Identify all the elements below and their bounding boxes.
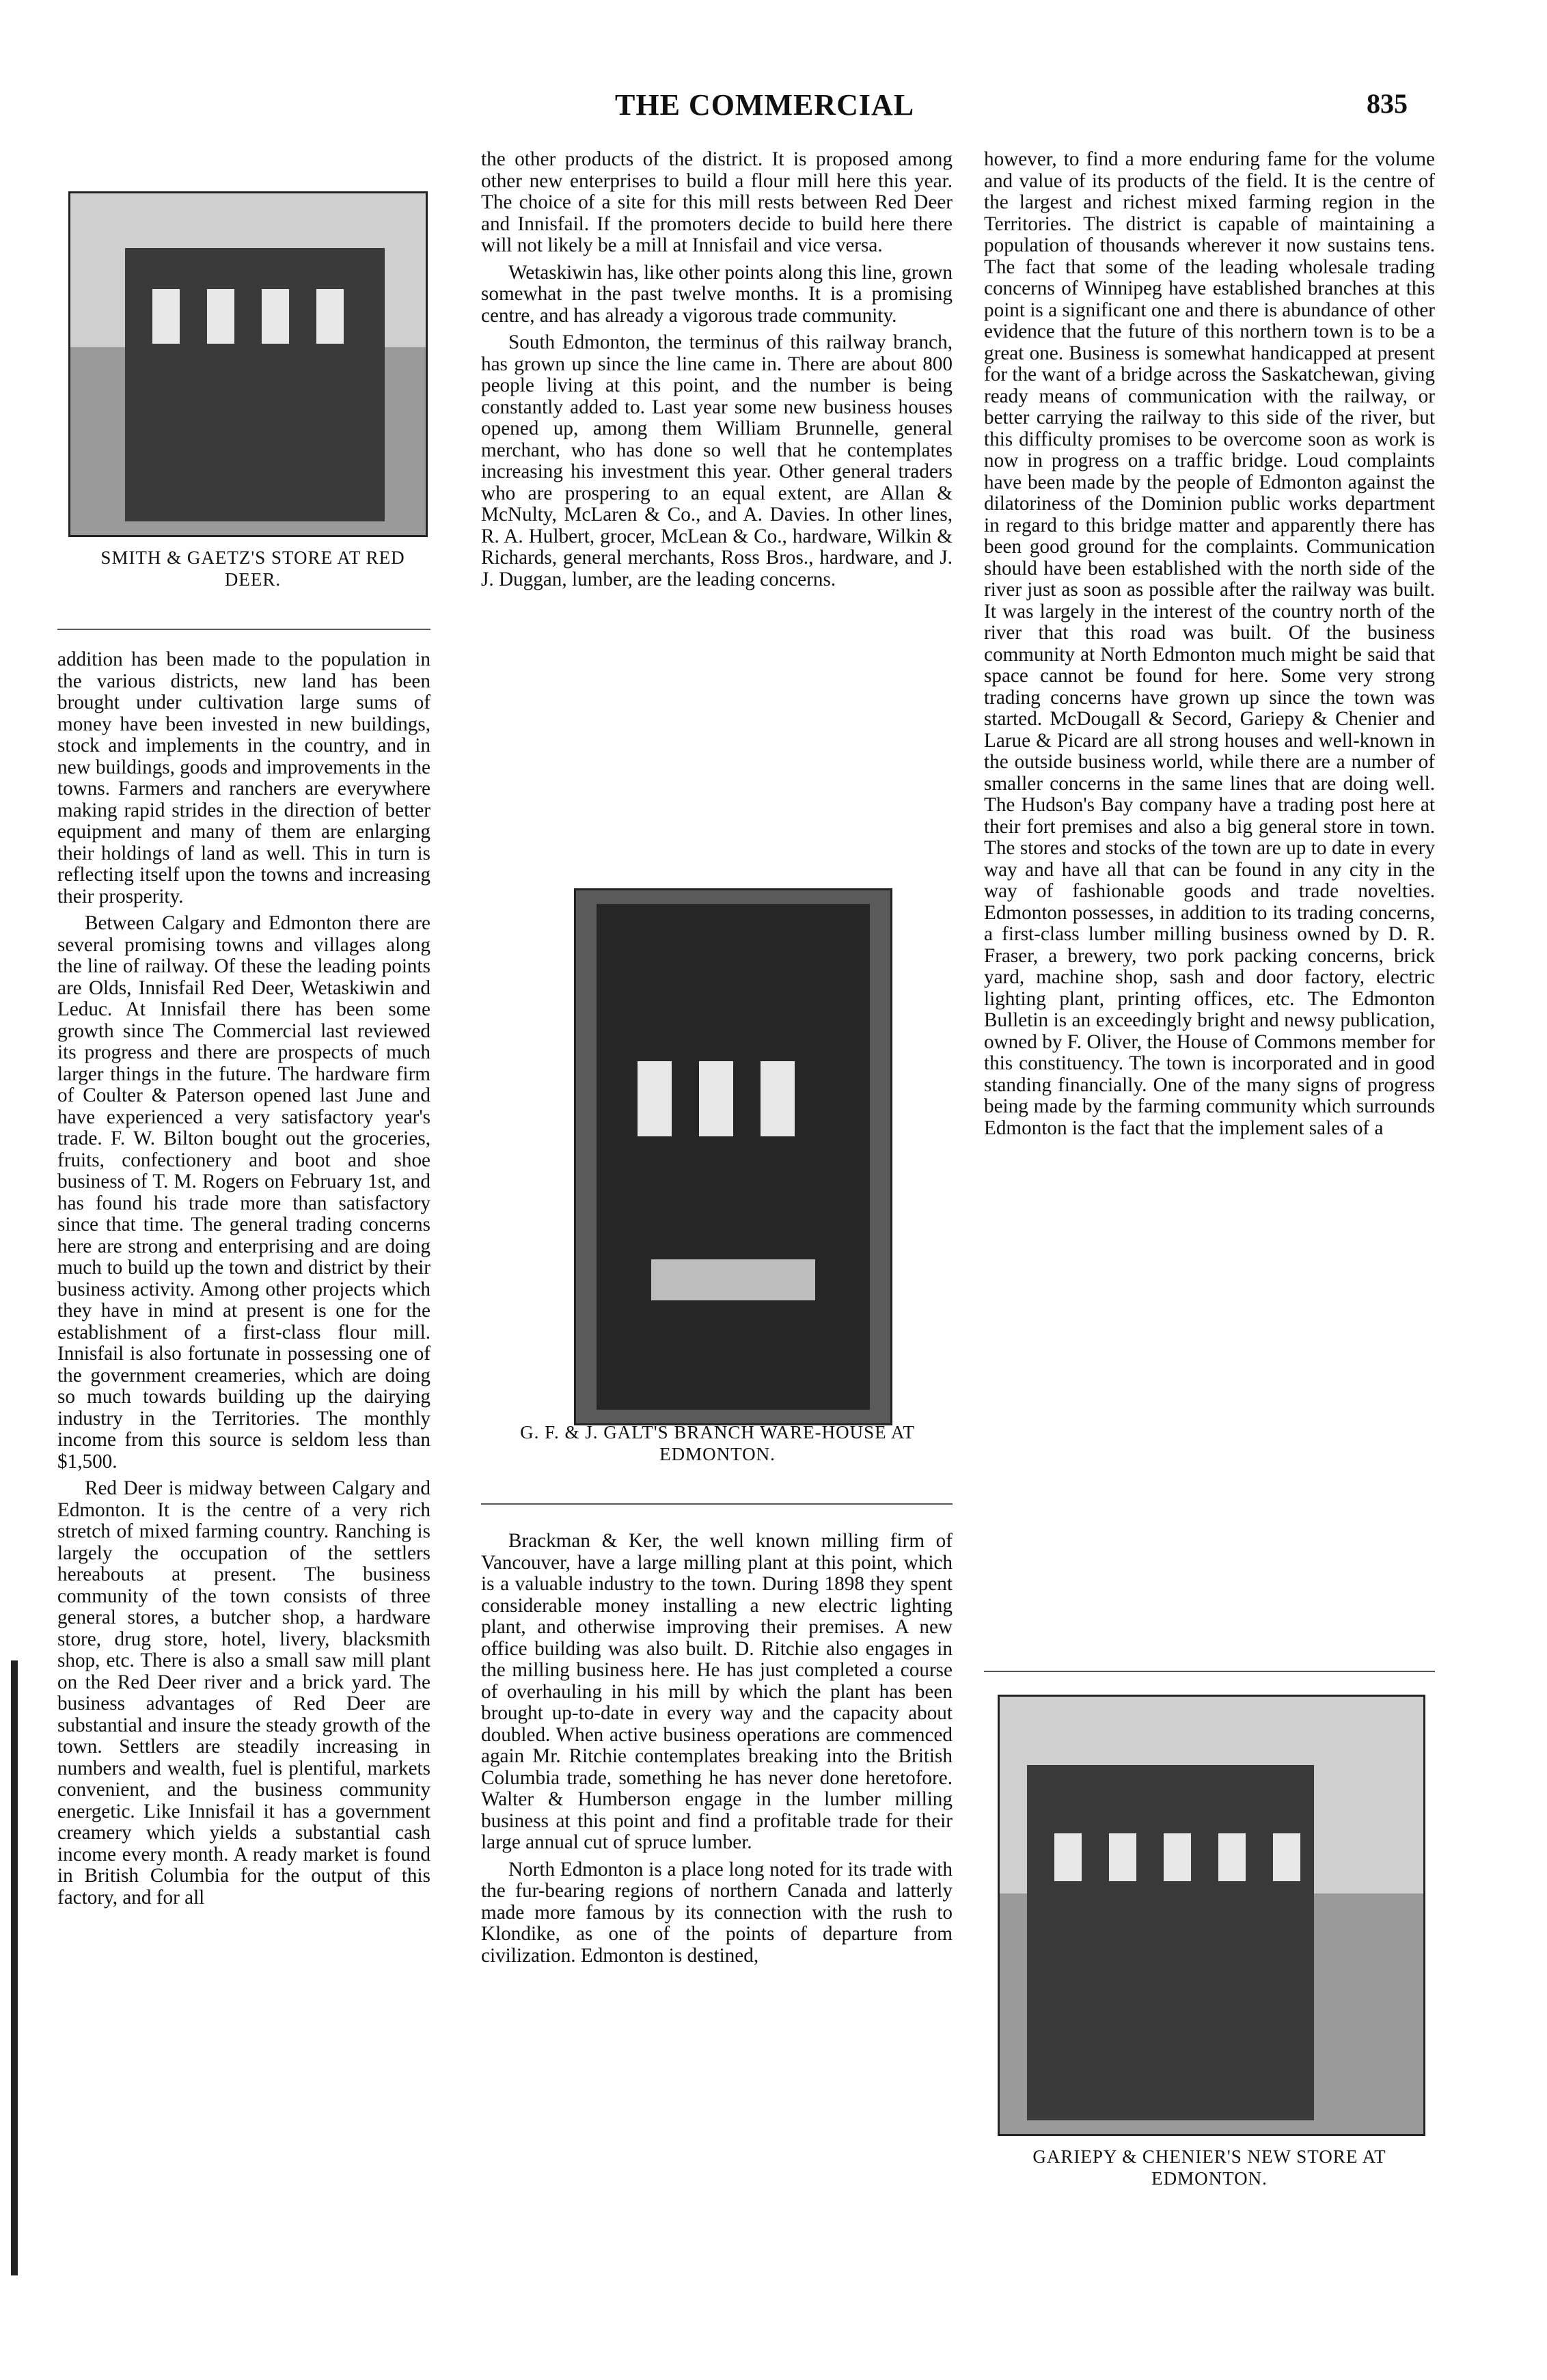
paragraph: addition has been made to the population in the various districts, new land has been brought under cultivation large sums of money have been invested in new buildings, stock and implements in the country, and in new buildings, goods and improvements in the towns. Farmers and ranchers are everywhere making rapid strides in the direction of better equipment and many of them are enlarging their holdings of land as well. This in turn is reflecting itself upon the towns and increasing their prosperity.	[57, 648, 430, 907]
photo-building	[1027, 1765, 1314, 2120]
smith-gaetz-store-photo	[68, 191, 428, 537]
smith-gaetz-caption: SMITH & GAETZ'S STORE AT RED DEER.	[100, 547, 405, 590]
galt-warehouse-photo	[574, 888, 892, 1425]
photo-window	[1273, 1833, 1300, 1881]
gariepy-chenier-caption: GARIEPY & CHENIER'S NEW STORE AT EDMONTON.	[1032, 2146, 1386, 2189]
photo-building	[597, 904, 870, 1410]
photo-window	[152, 289, 180, 344]
paragraph: Brackman & Ker, the well known milling firm of Vancouver, have a large milling plant at this point, which is a valuable industry to the town. During 1898 they spent considerable money installing a new electric lighting plant, and otherwise improving their premises. A new office building was also built. D. Ritchie also engages in the milling business here. He has just completed a course of overhauling in his mill by which the plant has been brought up-to-date in every way and the capacity about doubled. When active business operations are commenced again Mr. Ritchie contemplates breaking into the British Columbia trade, something he has never done heretofore. Walter & Humberson engage in the lumber milling business at this point and find a profitable trade for their large annual cut of spruce lumber.	[481, 1530, 953, 1853]
article-column-2	[481, 149, 953, 596]
page-title: THE COMMERCIAL	[615, 88, 915, 122]
photo-window	[1054, 1833, 1082, 1881]
paragraph: the other products of the district. It is proposed among other new enterprises to build a flour mill here this year. The choice of a site for this mill rests between Red Deer and Innisfail. If the promoters decide to build here there will not likely be a mill at Innisfail and vice versa.	[481, 148, 953, 256]
photo-window	[316, 289, 344, 344]
paragraph: Wetaskiwin has, like other points along this line, grown somewhat in the past twelve months. It is a promising centre, and has already a vigorous trade community.	[481, 261, 953, 327]
article-column-3	[984, 149, 1435, 1145]
paragraph: Red Deer is midway between Calgary and Edmonton. It is the centre of a very rich stretch of mixed farming country. Ranching is largely the occupation of the settlers hereabouts at present. The business community of the town consists of three general stores, a butcher shop, a hardware store, drug store, hotel, livery, blacksmith shop, etc. There is also a small saw mill plant on the Red Deer river and a brick yard. The business advantages of Red Deer are substantial and insure the steady growth of the town. Settlers are steadily increasing in numbers and wealth, fuel is plentiful, markets convenient, and the business community energetic. Like Innisfail it has a government creamery which yields a substantial cash income every month. A ready market is found in British Columbia for the output of this factory, and for all	[57, 1477, 430, 1909]
photo-window	[1218, 1833, 1246, 1881]
gariepy-chenier-store-photo	[998, 1695, 1425, 2136]
article-column-1	[57, 649, 430, 1914]
paragraph: South Edmonton, the terminus of this railway branch, has grown up since the line came in. There are about 800 people living at this point, and the number is being constantly added to. Last year some new business houses opened up, among them William Brunnelle, general merchant, who has done so well that he contemplates increasing his investment this year. Other general traders who are prospering to an equal extent, are Allan & McNulty, McLaren & Co., and A. Davies. In other lines, R. A. Hulbert, grocer, McLean & Co., hardware, Wilkin & Richards, general merchants, Ross Bros., hardware, and J. J. Duggan, lumber, are the leading concerns.	[481, 331, 953, 590]
photo-window	[761, 1061, 795, 1136]
paragraph: however, to find a more enduring fame for the volume and value of its products of the field. It is the centre of the largest and richest mixed farming region in the Territories. The district is capable of maintaining a population of thousands wherever it now sustains tens. The fact that some of the leading wholesale trading concerns of Winnipeg have established branches at this point is a significant one and there is abundance of other evidence that the future of this northern town is to be a great one. Business is somewhat handicapped at present for the want of a bridge across the Saskatchewan, giving ready means of communication with the railway, or better carrying the railway to this side of the river, but this difficulty promises to be overcome soon as work is now in progress on a traffic bridge. Loud complaints have been made by the people of Edmonton against the dilatoriness of the Dominion public works department in regard to this bridge matter and apparently there has been good ground for the complaints. Communication should have been established with the north side of the river just as soon as possible after the railway was built. It was largely in the interest of the country north of the river that this road was built. Of the business community at North Edmonton much might be said that space cannot be found for here. Some very strong trading concerns have grown up since the town was started. McDougall & Secord, Gariepy & Chenier and Larue & Picard are all strong houses and well-known in the outside business world, while there are a number of smaller concerns in the same lines that are doing well. The Hudson's Bay company have a trading post here at their fort premises and also a big general store in town. The stores and stocks of the town are up to date in every way and have all that can be found in any city in the way of fashionable goods and trade novelties. Edmonton possesses, in addition to its trading concerns, a first-class lumber milling business owned by D. R. Fraser, a brewery, two pork packing concerns, brick yard, machine shop, sash and door factory, electric lighting plant, printing offices, etc. The Edmonton Bulletin is an exceedingly bright and newsy publication, owned by F. Oliver, the House of Commons member for this constituency. The town is incorporated and in good standing financially. One of the many signs of progress being made by the farming community which surrounds Edmonton is the fact that the implement sales of a	[984, 148, 1435, 1139]
photo-window	[1164, 1833, 1191, 1881]
page-header	[0, 81, 1547, 128]
divider	[481, 1503, 953, 1505]
photo-window	[699, 1061, 733, 1136]
photo-window	[207, 289, 234, 344]
paragraph: Between Calgary and Edmonton there are several promising towns and villages along the line of railway. Of these the leading points are Olds, Innisfail Red Deer, Wetaskiwin and Leduc. At Innisfail there has been some growth since The Commercial last reviewed its progress and there are prospects of much larger things in the future. The hardware firm of Coulter & Paterson opened last June and have experienced a very satisfactory year's trade. F. W. Bilton bought out the groceries, fruits, confectionery and boot and shoe business of T. M. Rogers on February 1st, and has found his trade more than satisfactory since that time. The general trading concerns here are strong and enterprising and are doing much to build up the town and district by their business activity. Among other projects which they have in mind at present is one for the establishment of a first-class flour mill. Innisfail is also fortunate in possessing one of the government creameries, which are doing so much towards building up the dairying industry in the Territories. The monthly income from this source is seldom less than $1,500.	[57, 912, 430, 1473]
photo-window	[262, 289, 289, 344]
paragraph: North Edmonton is a place long noted for its trade with the fur-bearing regions of northern Canada and latterly made more famous by its connection with the rush to Klondike, as one of the points of departure from civilization. Edmonton is destined,	[481, 1858, 953, 1967]
divider	[57, 629, 430, 630]
photo-window	[1109, 1833, 1136, 1881]
photo-window	[638, 1061, 672, 1136]
page-number: 835	[1367, 88, 1408, 119]
divider	[984, 1671, 1435, 1672]
galt-warehouse-caption: G. F. & J. GALT'S BRANCH WARE-HOUSE AT EDMONTON.	[520, 1422, 915, 1464]
scan-edge-mark	[11, 1660, 18, 2275]
article-column-2-continued	[481, 1531, 953, 1972]
photo-window	[651, 1259, 815, 1300]
